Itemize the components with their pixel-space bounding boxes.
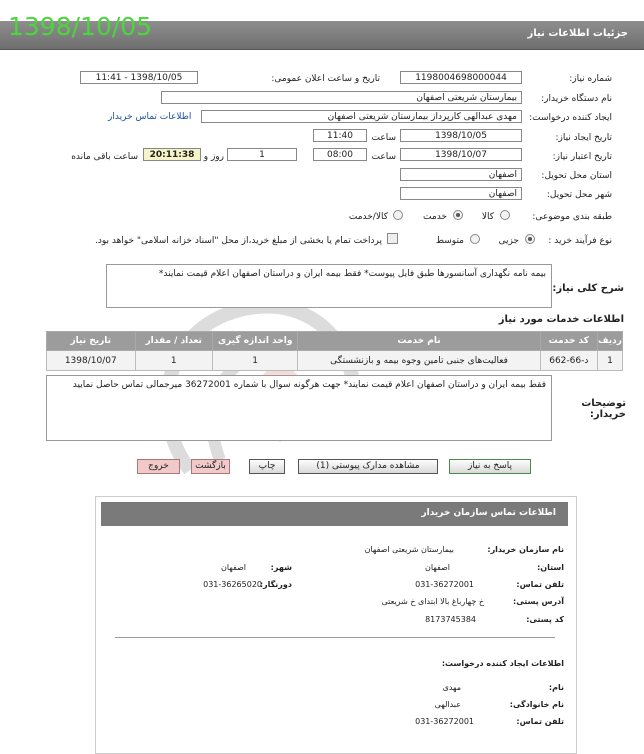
creator-field: مهدی عبدالهی کارپرداز بیمارستان شریعتی اصفهان bbox=[201, 110, 522, 123]
panel-fax-label: دورنگار: bbox=[259, 580, 292, 589]
services-title: اطلاعات خدمات مورد نیاز bbox=[498, 314, 624, 325]
reply-button[interactable]: پاسخ به نیاز bbox=[449, 459, 531, 474]
cell-code: د-66-662 bbox=[540, 351, 597, 371]
remaining-time-field: 20:11:38 bbox=[143, 148, 201, 161]
panel-address-value: خ چهارباغ بالا ابتدای خ شریعتی bbox=[381, 597, 484, 606]
validity-time-field: 08:00 bbox=[313, 148, 367, 161]
validity-date-field: 1398/10/07 bbox=[400, 148, 522, 161]
cell-row-num: 1 bbox=[597, 351, 622, 371]
category-radio-service[interactable] bbox=[453, 210, 463, 220]
panel-city-label: شهر: bbox=[270, 563, 292, 572]
province-field: اصفهان bbox=[400, 168, 522, 181]
buyer-label: نام دستگاه خریدار: bbox=[541, 94, 612, 104]
general-desc-label: شرح کلی نیاز: bbox=[552, 283, 624, 294]
category-label: طبقه بندی موضوعی: bbox=[532, 212, 612, 222]
panel-creator-phone-value: 031-36272001 bbox=[415, 717, 474, 726]
remaining-label: ساعت باقی مانده bbox=[71, 152, 138, 162]
need-number-field: 1198004698000044 bbox=[400, 71, 522, 84]
payment-checkbox[interactable] bbox=[387, 233, 398, 244]
create-time-field: 11:40 bbox=[313, 129, 367, 142]
page-title: جزئیات اطلاعات نیاز bbox=[527, 28, 628, 39]
print-button[interactable]: چاپ bbox=[249, 459, 285, 474]
days-label: روز و bbox=[203, 152, 224, 162]
category-option-goods: کالا bbox=[481, 212, 494, 222]
process-radio-medium[interactable] bbox=[470, 234, 480, 244]
city-label: شهر محل تحویل: bbox=[546, 190, 612, 200]
cell-name: فعالیت‌های جنبی تامین وجوه بیمه و بازنشستگی bbox=[298, 351, 540, 371]
category-radio-goods[interactable] bbox=[500, 210, 510, 220]
table-header-row bbox=[47, 332, 623, 351]
days-field: 1 bbox=[227, 148, 297, 161]
general-desc-box: بیمه نامه نگهداری آسانسورها طبق فایل پیوست* فقط بیمه ایران و دراستان اصفهان اعلام قیمت نمایند* bbox=[106, 264, 552, 308]
category-radio-both[interactable] bbox=[393, 210, 403, 220]
category-option-service: خدمت bbox=[423, 212, 447, 222]
creator-label: ایجاد کننده درخواست: bbox=[529, 113, 612, 123]
cell-unit: 1 bbox=[212, 351, 297, 371]
col-header-row-num: ردیف bbox=[597, 332, 622, 351]
panel-fax-value: 031-36265020 bbox=[203, 580, 262, 589]
contact-panel bbox=[95, 496, 577, 754]
contact-panel-title: اطلاعات تماس سازمان خریدار bbox=[421, 508, 556, 518]
payment-text: پرداخت تمام یا بخشی از مبلغ خرید،از محل "اسناد خزانه اسلامی" خواهد بود. bbox=[94, 236, 382, 246]
process-label: نوع فرآیند خرید : bbox=[548, 236, 612, 246]
col-header-name: نام خدمت bbox=[298, 332, 540, 351]
city-field: اصفهان bbox=[400, 187, 522, 200]
create-date-label: تاریخ ایجاد نیاز: bbox=[555, 133, 612, 143]
panel-phone-value: 031-36272001 bbox=[415, 580, 474, 589]
col-header-qty: تعداد / مقدار bbox=[135, 332, 212, 351]
cell-qty: 1 bbox=[135, 351, 212, 371]
services-table bbox=[46, 331, 623, 371]
panel-creator-phone-label: تلفن تماس: bbox=[516, 717, 564, 726]
process-radio-minor[interactable] bbox=[525, 234, 535, 244]
validity-time-label: ساعت bbox=[371, 152, 396, 162]
date-stamp: 1398/10/05 bbox=[8, 12, 153, 41]
panel-name-label: نام: bbox=[548, 683, 564, 692]
panel-postal-label: کد پستی: bbox=[526, 615, 564, 624]
table-row bbox=[47, 351, 623, 371]
panel-divider bbox=[115, 637, 555, 638]
panel-city-value: اصفهان bbox=[220, 563, 246, 572]
creator-info-title: اطلاعات ایجاد کننده درخواست: bbox=[441, 659, 564, 668]
panel-postal-value: 8173745384 bbox=[425, 615, 476, 624]
col-header-unit: واحد اندازه گیری bbox=[212, 332, 297, 351]
buyer-field: بیمارستان شریعتی اصفهان bbox=[161, 91, 522, 104]
process-option-minor: جزیی bbox=[498, 236, 519, 246]
need-number-label: شماره نیاز: bbox=[569, 74, 612, 84]
panel-province-label: استان: bbox=[537, 563, 564, 572]
panel-phone-label: تلفن تماس: bbox=[516, 580, 564, 589]
validity-label: تاریخ اعتبار نیاز: bbox=[552, 152, 612, 162]
exit-button[interactable]: خروج bbox=[137, 459, 180, 474]
process-option-medium: متوسط bbox=[435, 236, 464, 246]
panel-family-value: عبدالهی bbox=[434, 700, 461, 709]
panel-province-value: اصفهان bbox=[424, 563, 450, 572]
back-button[interactable]: بازگشت bbox=[191, 459, 230, 474]
col-header-code: کد خدمت bbox=[540, 332, 597, 351]
org-label: نام سازمان خریدار: bbox=[487, 545, 564, 554]
announce-label: تاریخ و ساعت اعلان عمومی: bbox=[271, 74, 380, 84]
announce-field: 1398/10/05 - 11:41 bbox=[80, 71, 198, 84]
create-date-field: 1398/10/05 bbox=[400, 129, 522, 142]
buyer-notes-label: توضیحات خریدار: bbox=[581, 398, 626, 420]
panel-family-label: نام خانوادگی: bbox=[509, 700, 564, 709]
contact-panel-header bbox=[101, 502, 568, 526]
cell-date: 1398/10/07 bbox=[47, 351, 136, 371]
province-label: استان محل تحویل: bbox=[541, 171, 612, 181]
col-header-date: تاریخ نیاز bbox=[47, 332, 136, 351]
org-value: بیمارستان شریعتی اصفهان bbox=[364, 545, 454, 554]
category-option-both: کالا/خدمت bbox=[348, 212, 388, 222]
buyer-contact-link[interactable]: اطلاعات تماس خریدار bbox=[108, 112, 192, 122]
panel-address-label: آدرس پستی: bbox=[513, 597, 564, 606]
buyer-notes-box: فقط بیمه ایران و دراستان اصفهان اعلام قیمت نمایند* جهت هرگونه سوال با شماره 36272001 میرجمالی تماس حاصل نمایید bbox=[46, 375, 552, 441]
panel-name-value: مهدی bbox=[442, 683, 461, 692]
create-time-label: ساعت bbox=[371, 133, 396, 143]
view-docs-button[interactable]: مشاهده مدارک پیوستی (1) bbox=[298, 459, 438, 474]
